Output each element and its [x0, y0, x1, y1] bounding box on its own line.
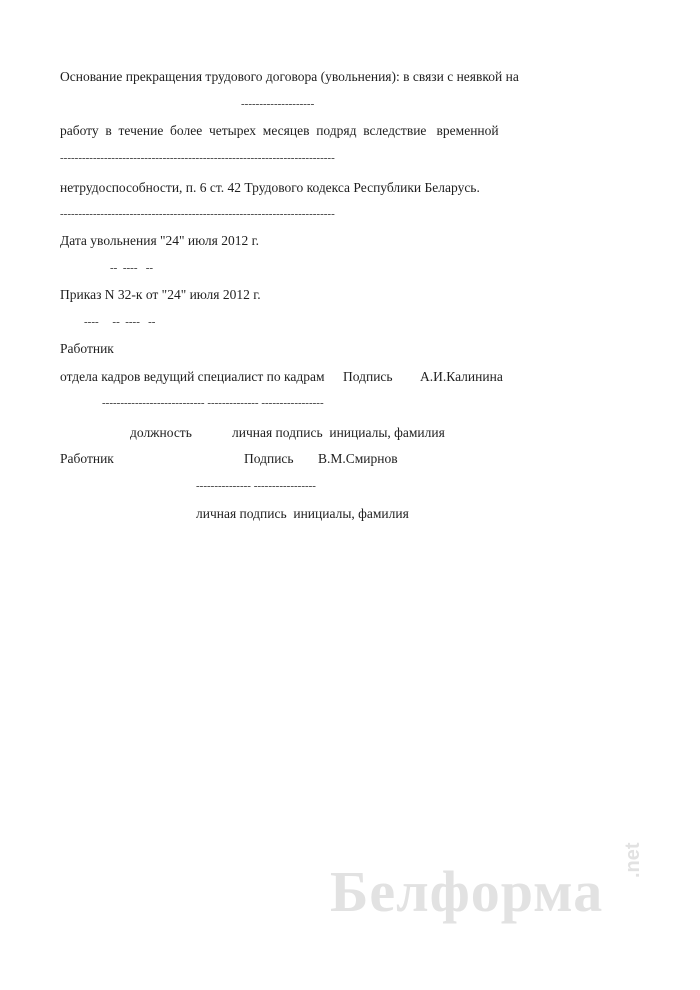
signature1-position: отдела кадров ведущий специалист по кадрам: [60, 369, 325, 384]
dash-underline-4: -- ---- --: [110, 262, 154, 274]
incapacity-line: нетрудоспособности, п. 6 ст. 42 Трудового кодекса Республики Беларусь.: [60, 180, 480, 195]
dash-underline-5: ---- -- ---- --: [84, 316, 156, 328]
work-line: работу в течение более четырех месяцев подряд вследствие временной: [60, 123, 499, 138]
signature1-name: А.И.Калинина: [420, 369, 503, 384]
signature2-name: В.М.Смирнов: [318, 451, 398, 466]
signature2-sign-word: Подпись: [244, 451, 294, 466]
signature1-label: Работник: [60, 341, 114, 356]
watermark-suffix: .net: [622, 842, 644, 878]
dismissal-date-line: Дата увольнения "24" июля 2012 г.: [60, 233, 259, 248]
dash-underline-3: ---------------------------------------------------------------------------: [60, 208, 335, 220]
order-line: Приказ N 32-к от "24" июля 2012 г.: [60, 287, 261, 302]
signature1-caption-sign-name: личная подпись инициалы, фамилия: [232, 425, 445, 440]
basis-line: Основание прекращения трудового договора (увольнения): в связи с неявкой на: [60, 69, 519, 84]
watermark-logo: Белформа: [330, 859, 604, 924]
signature2-caption: личная подпись инициалы, фамилия: [196, 506, 409, 521]
signature1-caption-position: должность: [130, 425, 192, 440]
signature2-dashes: --------------- -----------------: [196, 480, 316, 492]
signature2-label: Работник: [60, 451, 114, 466]
dash-underline-1: --------------------: [241, 98, 315, 110]
signature1-sign-word: Подпись: [343, 369, 393, 384]
dash-underline-2: ---------------------------------------------------------------------------: [60, 152, 335, 164]
signature1-dashes: ---------------------------- -------------- -----------------: [102, 397, 324, 409]
